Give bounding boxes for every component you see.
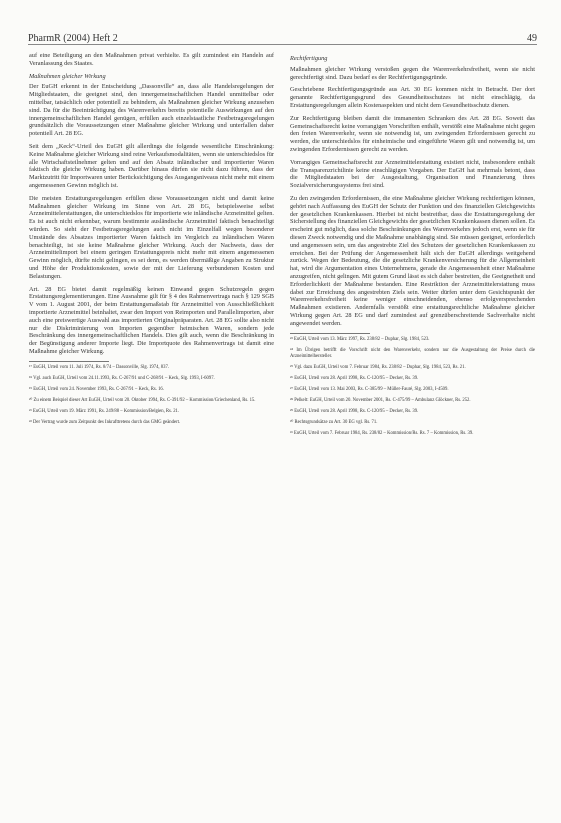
footnote: ¹⁹ EuGH, Urteil vom 24. November 1993, Rs. C-267/91 – Keck, Rs. 16. — [29, 386, 164, 392]
footnote: ³¹ EuGH, Urteil vom 7. Februar 1984, Rs. 238/82 – Kommission/Rs. Rs. 7 – Kommission, Rs. 39. — [290, 431, 474, 437]
footnote: ²⁴ Im Übrigen betrifft die Vorschrift nicht den Warenverkehr, sondern nur die Ausgestaltung der Preise durch die Arzneimittelhersteller. — [290, 347, 535, 359]
left-column — [29, 52, 274, 431]
paragraph: auf eine Beteiligung an den Maßnahmen privat verhielte. Es gilt zumindest ein Handeln auf Veranlassung des Staates. — [29, 52, 274, 67]
paragraph: Art. 28 EG bietet damit regelmäßig keinen Einwand gegen Schutzregeln gegen Erstattungsreglementierungen. Eine Ausnahme gilt für § 4 des Rahmenvertrags nach § 129 SGB V vom 1. August 2001, der beim Erstattungsmaßstab für Arzneimittel von Ausschließlichkeit importierte Arzneimittel beinhaltet, zwar den Import von Reimporten und Parallelimporten, aber auch eine preiswertige Auswahl aus importierten Originalpräparaten. Art. 28 EG sollte also nicht nur die Diskriminierung von Importen gegenüber heimischen Waren, sondern jede Beschränkung des innergemeinschaftlichen Handels. Dies gilt auch, wenn die Beschränkung in der Begünstigung anderer Importe liegt. Die Importquote des Rahmenvertrags ist damit eine Maßnahme gleicher Wirkung. — [29, 285, 274, 355]
running-header — [28, 28, 537, 44]
paragraph: Geschriebene Rechtfertigungsgründe aus Art. 30 EG kommen nicht in Betracht. Der dort genannte Rechtfertigungsgrund des Gesundheitsschutzes ist nicht einschlägig, da Erstattungsregelungen allein Kostenaspekten und nicht dem Gesundheitsschutz dienen. — [290, 86, 535, 109]
paragraph: Die meisten Erstattungsregelungen erfüllen diese Voraussetzungen nicht und damit keine Maßnahmen gleicher Wirkung im Sinne von Art. 28 EG, beispielsweise selbst Arzneimittelerstattungen, die unterschiedslos für importierte wie inländische Arzneimittel gelten. Es ist auch nicht erkennbar, warum bestimmte ausländische Arzneimittel faktisch benachteiligt würden. So sieht der Festbetragsregelungen auch nicht im Einzelfall wegen besonderer Umstände des Absatzes importierter Waren faktisch im Vergleich zu inländischen Waren benachteiligt, ist sie keine Maßnahme gleicher Wirkung. Auch der Nachweis, dass der Arzneimittelimport bei einem geringen Erstattungspreis nicht mehr mit einem angemessenen Gewinn möglich, dürfte nicht gelingen, es sei denn, es werden übermäßige Angaben zu Struktur und Höhe der Produktionskosten, sowie der mit der Lieferung verbundenen Kosten und Belastungen. — [29, 194, 274, 280]
paragraph: Vorrangiges Gemeinschaftsrecht zur Arzneimittelerstattung existiert nicht, insbesondere enthält die Transparenzrichtlinie keine einschlägigen Vorgaben. Der EuGH hat mehrmals betont, dass die Mitgliedstaaten bei der Ausgestaltung, Organisation und Finanzierung ihres Sozialversicherungssystems frei sind. — [290, 158, 535, 190]
paragraph: Zu den zwingenden Erfordernissen, die eine Maßnahme gleicher Wirkung rechtfertigen können, gehört nach Auffassung des EuGH der Schutz der Funktion und des finanziellen Gleichgewichts der gesetzlichen Krankenkassen. Hierbei ist nicht bestreitbar, dass die Erstattungsregelung der Sicherstellung des finanziellen Gleichgewichts der gesetzlichen Krankenkassen dienen sollen. Es erscheint gut möglich, dass solche Beschränkungen des Warenverkehrs jedoch erst, wenn sie für diesen Zweck notwendig und die Maßnahme unabhängig sind. Sie müssen geeignet, erforderlich und angemessen sein, um das angestrebte Ziel des Schutzes der gesetzlichen Krankenkassen zu erreichen. Bei der Prüfung der Angemessenheit hält sich der EuGH allerdings weitgehend zurück. Wegen der Bedeutung, die die gesetzliche Krankenversicherung für die Allgemeinheit hat, wird die Argumentation eines Unternehmens, gerade die Angemessenheit einer Maßnahme anzugreifen, nicht gelingen. Mit gutem Grund lässt es sich daher bestreiten, die Geeignetheit und Erforderlichkeit der Maßnahme bestanden. Eine Restriktion der Arzneimittelerstattung muss dabei zur Erreichung des angestrebten Ziels sein. Weiter dürfen unter dem Gesichtspunkt der Warenverkehrsfreiheit keine weniger einschneidenden, ebenso erfolgversprechenden Maßnahmen existieren. Andernfalls verstößt eine erstattungsrechtliche Maßnahme gleicher Wirkung gegen Art. 28 EG und darf zumindest auf grenzüberschreitende Sachverhalte nicht angewendet werden. — [290, 194, 535, 327]
footnote-rule — [290, 333, 370, 334]
journal-title: PharmR (2004) Heft 2 — [28, 33, 118, 44]
paragraph: Maßnahmen gleicher Wirkung verstoßen gegen die Warenverkehrsfreiheit, wenn sie nicht gerechtfertigt sind. Dazu bedarf es der Rechtfertigungsgründe. — [290, 65, 535, 81]
footnote: ²⁸ Pelkelt: EuGH, Urteil vom 20. November 2001, Rs. C-475/99 – Ambulanz Glöckner, Rs. 252. — [290, 398, 471, 404]
footnote: ³⁰ Rechtsgrundsätze zu Art. 30 EG vgl. Rs. 71. — [290, 420, 378, 426]
footnote-rule — [29, 361, 109, 362]
footnote: ¹⁷ EuGH, Urteil vom 11. Juli 1974, Rs. 8/74 – Dassonville, Slg. 1974, 837. — [29, 364, 169, 370]
footnote: ²³ EuGH, Urteil vom 13. März 1997, Rs. 238/82 – Duphar, Slg. 1984, 523. — [290, 336, 430, 342]
paragraph: Der EuGH erkennt in der Entscheidung „Dassonville“ an, dass alle Handelsregelungen der Mitgliedstaaten, die geeignet sind, den innergemeinschaftlichen Handel unmittelbar oder mittelbar, tatsächlich oder potentiell zu behindern, als Maßnahmen gleicher Wirkung anzusehen sind. Da für die Beeinträchtigung des Warenverkehrs bereits potentielle Auswirkungen auf den innergemeinschaftlichen Handel genügen, erfüllen auch einzelstaatliche Festbetragsregelungen grundsätzlich die Voraussetzungen einer Maßnahme gleicher Wirkung und unterfallen daher potentiell Art. 28 EG. — [29, 83, 274, 138]
footnote: ²⁹ EuGH, Urteil vom 28. April 1998, Rs. C-120/95 – Decker, Rs. 39. — [290, 409, 419, 415]
footnotes-left — [29, 365, 274, 427]
page-number: 49 — [527, 33, 537, 44]
section-heading: Maßnahmen gleicher Wirkung — [29, 72, 106, 80]
footnote: ¹⁸ Vgl. auch EuGH, Urteil vom 24.11.1993, Rs. C-267/91 und C-268/91 – Keck, Slg. 1993, I-6097. — [29, 375, 215, 381]
footnotes-right — [290, 337, 535, 438]
right-column — [290, 52, 535, 442]
footnote: ²⁶ EuGH, Urteil vom 28. April 1998, Rs. C-120/95 – Decker, Rs. 39. — [290, 375, 419, 381]
footnote: ²⁰ Zu einem Beispiel dieser Art EuGH, Urteil vom 20. Oktober 1994, Rs. C-391/92 – Kommission/Griechenland, Rs. 15. — [29, 397, 256, 403]
footnote: ²⁷ EuGH, Urteil vom 13. Mai 2003, Rs. C-385/99 – Müller-Fauré, Slg. 2003, I-4509. — [290, 386, 449, 392]
footnote: ²¹ EuGH, Urteil vom 19. März 1991, Rs. 249/88 – Kommission/Belgien, Rs. 21. — [29, 409, 180, 415]
footnote: ²⁵ Vgl. dazu EuGH, Urteil vom 7. Februar 1984, Rs. 238/82 – Duphar, Slg. 1984, 523, Rs. 21. — [290, 364, 466, 370]
paragraph: Zur Rechtfertigung bleiben damit die immanenten Schranken des Art. 28 EG. Soweit das Gemeinschaftsrecht keine vorrangigen Vorschriften enthält, verstößt eine Maßnahme nicht gegen den freien Warenverkehr, wenn sie notwendig ist, um zwingenden Erfordernissen gerecht zu werden, die unterschiedslos für einheimische und eingeführte Waren gilt und notwendig ist, um zwingenden Erfordernissen gerecht zu werden. — [290, 114, 535, 153]
footnote: ²² Der Vertrag wurde zum Zeitpunkt des Inkrafttretens durch das GMG geändert. — [29, 420, 181, 426]
paragraph: Seit dem „Keck“-Urteil des EuGH gilt allerdings die folgende wesentliche Einschränkung: Keine Maßnahme gleicher Wirkung sind reine Verkaufsmodalitäten, wenn sie unterschiedslos für alle Wirtschaftsteilnehmer gelten und auf den Absatz inländischer und importierter Waren faktisch die gleiche Wirkung haben. Darüber hinaus dürfen sie nicht dazu führen, dass der Marktzutritt für Importwaren unter Berücksichtigung des Ausgangsniveaus nicht mehr mit einem angemessenen Gewinn möglich ist. — [29, 142, 274, 189]
section-heading: Rechtfertigung — [290, 55, 328, 62]
header-rule — [28, 44, 537, 45]
